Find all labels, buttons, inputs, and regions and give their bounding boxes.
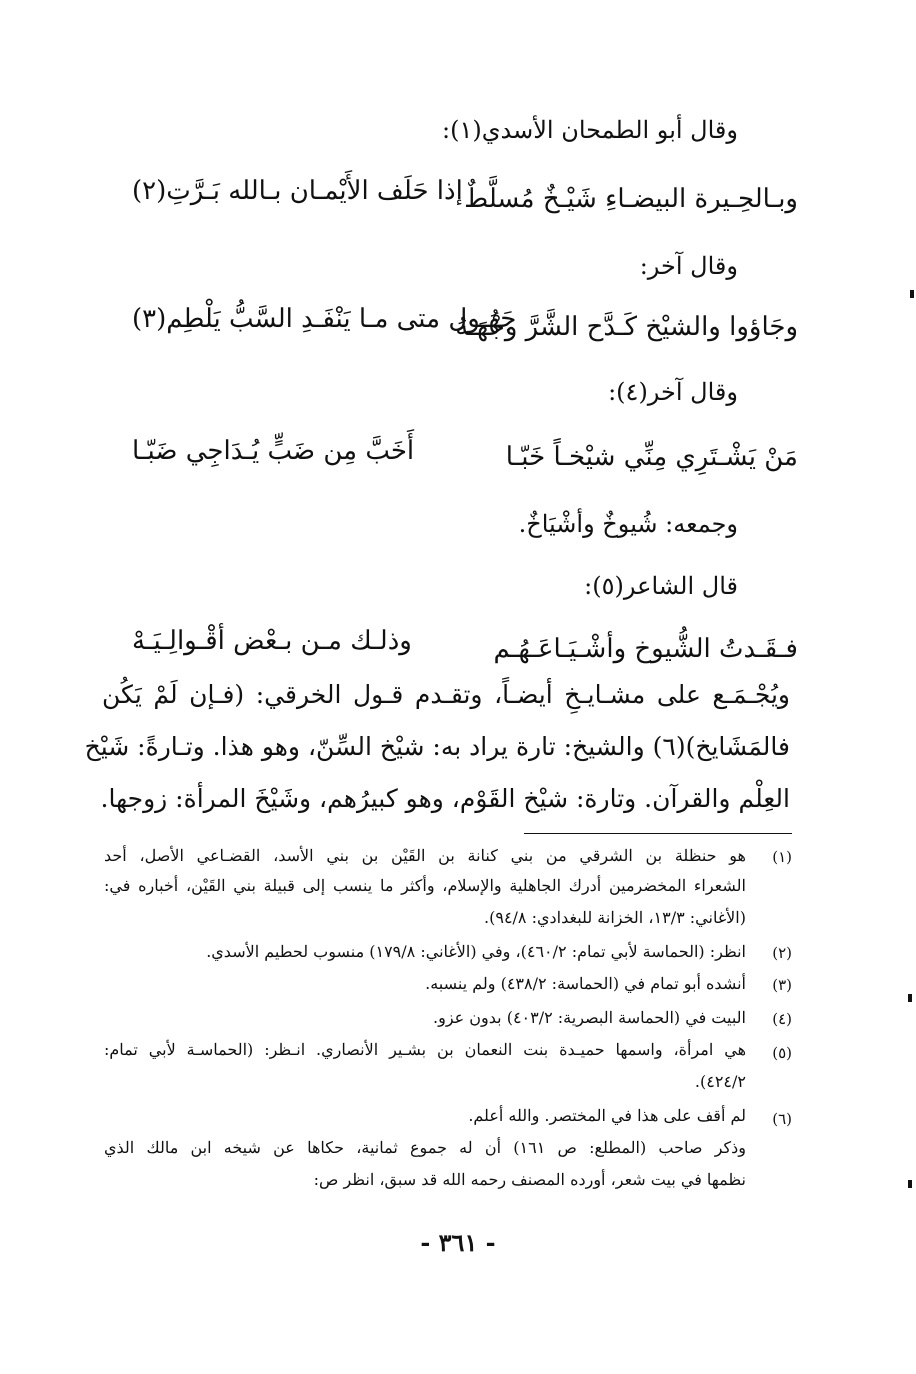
footnote-1-line-2: الشعراء المخضرمين أدرك الجاهلية والإسلام، وأكثر ما ينسب إلى قبيلة بني القَيْن، أخباره في: — [104, 876, 746, 895]
footnote-6-line-2: وذكر صاحب (المطلع: ص ١٦١) أن له جموع ثمانية، حكاها عن شيخه ابن مالك الذي — [104, 1138, 747, 1157]
scan-mark-bottom — [908, 1180, 912, 1188]
footnote-5-line-1: هي امرأة، واسمها حميـدة بنت النعمان بن بشـير الأنصاري. انـظر: (الحماسـة لأبي تمام: — [104, 1040, 746, 1059]
verse-1-second-hemistich: إذا حَلَف الأَيْمـان بـالله بَـرَّتِ(٢) — [132, 176, 463, 206]
verse-intro-4: قال الشاعر(٥): — [584, 572, 738, 600]
prose-line-1: ويُجْـمَـع على مشـايـخِ أيضـاً، وتقـدم قـول الخرقي: (فـإن لَمْ يَكُن — [102, 680, 790, 709]
footnote-5-number: (٥) — [772, 1044, 792, 1062]
footnote-4-line-1: البيت في (الحماسة البصرية: ٤٠٣/٢) بدون عزو. — [433, 1008, 746, 1027]
footnote-2-line-1: انظر: (الحماسة لأبي تمام: ٤٦٠/٢)، وفي (الأغاني: ١٧٩/٨) منسوب لحطيم الأسدي. — [206, 942, 746, 961]
footnote-1-number: (١) — [772, 848, 792, 866]
verse-3-first-hemistich: مَنْ يَشْـتَرِي مِنِّي شيْخـاً خَبّـا — [505, 442, 798, 472]
footnote-1-line-1: هو حنظلة بن الشرقي من بني كنانة بن القَيْن بن بني الأسد، القضـاعي الأصل، أحد — [104, 846, 746, 865]
scan-mark-top — [910, 290, 914, 298]
verse-2-first-hemistich: وجَاؤوا والشيْخ كَـدَّح الشَّرَّ وجْهَـهُ — [455, 312, 798, 342]
plural-line: وجمعه: شُيوخٌ وأشْيَاخٌ. — [518, 510, 738, 538]
footnote-6-number: (٦) — [772, 1110, 792, 1128]
verse-3-second-hemistich: أَخَبَّ مِن ضَبٍّ يُـدَاجِي ضَبّـا — [132, 436, 415, 466]
footnote-5-line-2: ٤٢٤/٢). — [694, 1072, 746, 1091]
footnote-6-line-3: نظمها في بيت شعر، أورده المصنف رحمه الله قد سبق، انظر ص: — [313, 1170, 746, 1189]
page-number: - ٣٦١ - — [420, 1228, 496, 1257]
prose-line-2: فالمَشَايخ)(٦) والشيخ: تارة يراد به: شيْخ السِّنّ، وهو هذا. وتـارةً: شَيْخ — [84, 732, 790, 761]
scan-mark-middle — [908, 994, 912, 1002]
verse-intro-2: وقال آخر: — [639, 252, 738, 280]
footnote-1-line-3: (الأغاني: ١٣/٣، الخزانة للبغدادي: ٩٤/٨). — [484, 908, 746, 927]
verse-4-first-hemistich: فـقَـدتُ الشُّيوخ وأشْـيَـاعَـهُـم — [493, 634, 798, 664]
verse-4-second-hemistich: وذلـك مـن بـعْض أقْـوالِـيَـهْ — [132, 626, 412, 656]
verse-2-second-hemistich: جَهُـول متى مـا يَنْفَـدِ السَّبُّ يَلْطِم(٣) — [132, 304, 517, 334]
footnote-6-line-1: لم أقف على هذا في المختصر. والله أعلم. — [468, 1106, 746, 1125]
footnote-3-number: (٣) — [772, 976, 792, 994]
footnote-2-number: (٢) — [772, 944, 792, 962]
verse-intro-1: وقال أبو الطمحان الأسدي(١): — [442, 116, 738, 144]
footnote-4-number: (٤) — [772, 1010, 792, 1028]
prose-line-3: العِلْم والقرآن. وتارة: شيْخ القَوْم، وهو كبيرُهم، وشَيْخَ المرأة: زوجها. — [100, 784, 790, 813]
verse-intro-3: وقال آخر(٤): — [608, 378, 738, 406]
footnote-3-line-1: أنشده أبو تمام في (الحماسة: ٤٣٨/٢) ولم ينسبه. — [425, 974, 746, 993]
footnote-separator — [524, 833, 792, 834]
verse-1-first-hemistich: وبـالحِـيرة البيضـاءِ شَيْـخٌ مُسلَّطٌ — [464, 184, 798, 214]
